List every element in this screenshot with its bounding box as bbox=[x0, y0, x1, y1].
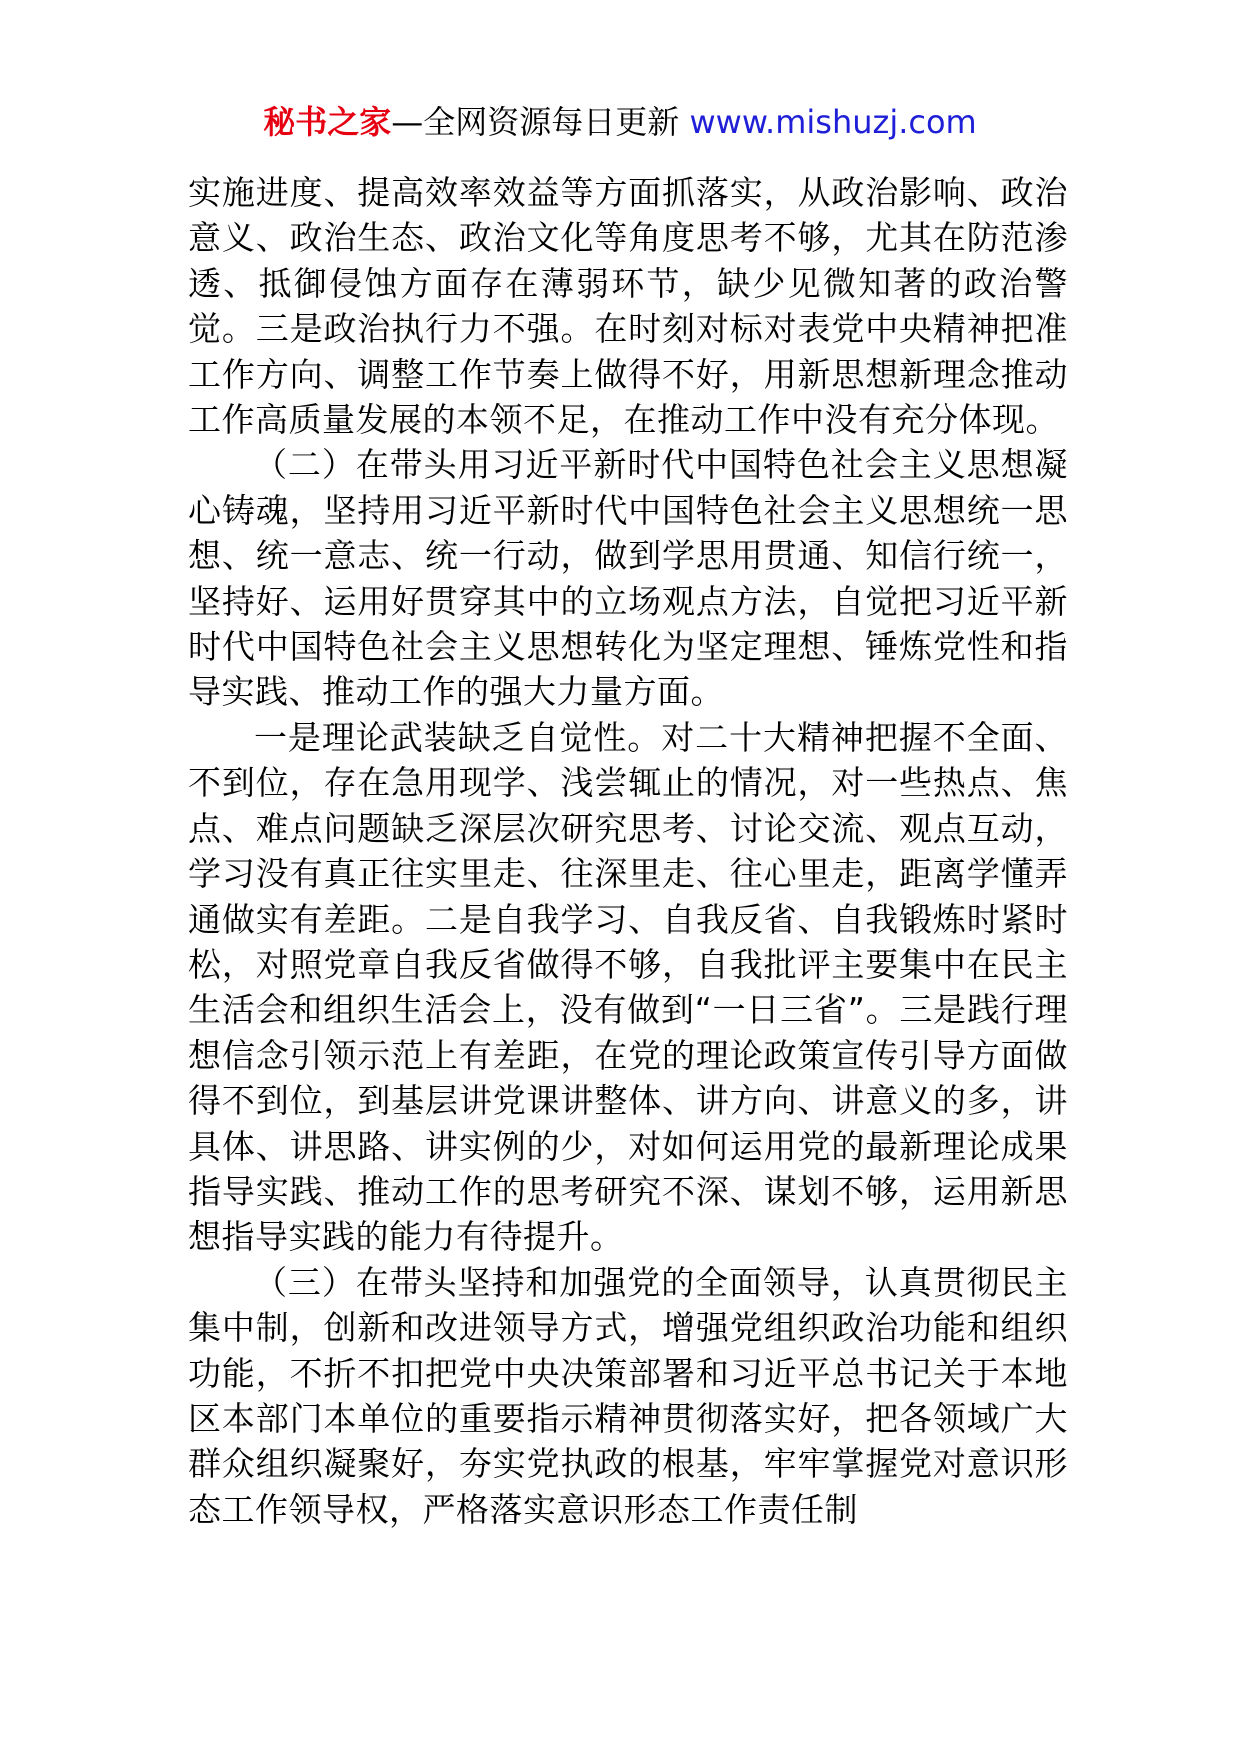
header-brand: 秘书之家 bbox=[263, 103, 392, 141]
paragraph-continuation: 实施进度、提高效率效益等方面抓落实，从政治影响、政治意义、政治生态、政治文化等角度思考不够，尤其在防范渗透、抵御侵蚀方面存在薄弱环节，缺少见微知著的政治警觉。三是政治执行力不强。在时刻对标对表党中央精神把准工作方向、调整工作节奏上做得不好，用新思想新理念推动工作高质量发展的本领不足，在推动工作中没有充分体现。 bbox=[188, 173, 1068, 440]
paragraph-theory-issues: 一是理论武装缺乏自觉性。对二十大精神把握不全面、不到位，存在急用现学、浅尝辄止的情况，对一些热点、焦点、难点问题缺乏深层次研究思考、讨论交流、观点互动，学习没有真正往实里走、往深里走、往心里走，距离学懂弄通做实有差距。二是自我学习、自我反省、自我锻炼时紧时松，对照党章自我反省做得不够，自我批评主要集中在民主生活会和组织生活会上，没有做到“一日三省”。三是践行理想信念引领示范上有差距，在党的理论政策宣传引导方面做得不到位，到基层讲党课讲整体、讲方向、讲意义的多，讲具体、讲思路、讲实例的少，对如何运用党的最新理论成果指导实践、推动工作的思考研究不深、谋划不够，运用新思想指导实践的能力有待提升。 bbox=[188, 717, 1068, 1257]
document-body bbox=[188, 170, 1068, 1532]
header-url-link[interactable]: www.mishuzj.com bbox=[689, 103, 977, 141]
paragraph-section-two-heading: （二）在带头用习近平新时代中国特色社会主义思想凝心铸魂，坚持用习近平新时代中国特色社会主义思想统一思想、统一意志、统一行动，做到学思用贯通、知信行统一，坚持好、运用好贯穿其中的立场观点方法，自觉把习近平新时代中国特色社会主义思想转化为坚定理想、锤炼党性和指导实践、推动工作的强大力量方面。 bbox=[188, 445, 1068, 712]
page-header bbox=[0, 100, 1240, 144]
header-tagline: —全网资源每日更新 bbox=[391, 103, 690, 141]
paragraph-section-three-heading: （三）在带头坚持和加强党的全面领导，认真贯彻民主集中制，创新和改进领导方式，增强党组织政治功能和组织功能，不折不扣把党中央决策部署和习近平总书记关于本地区本部门本单位的重要指示精神贯彻落实好，把各领域广大群众组织凝聚好，夯实党执政的根基，牢牢掌握党对意识形态工作领导权，严格落实意识形态工作责任制 bbox=[188, 1262, 1068, 1529]
